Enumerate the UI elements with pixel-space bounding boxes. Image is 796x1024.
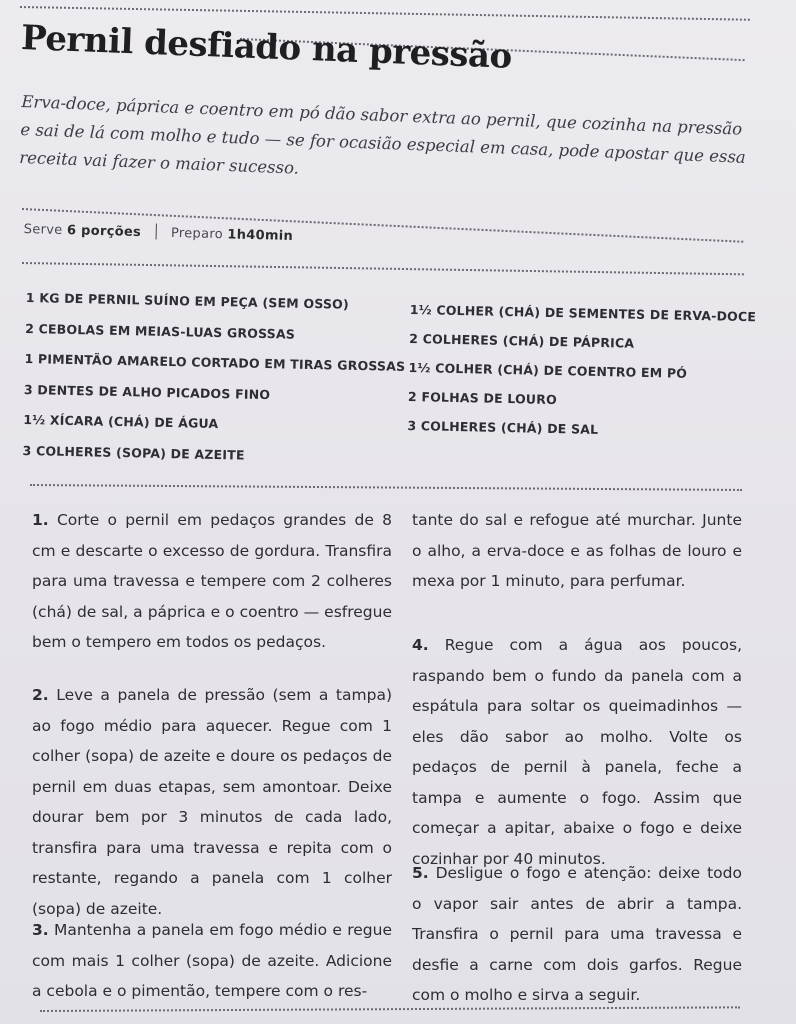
step-text: Regue com a água aos poucos, raspando bem o fundo da panela com a espátula para soltar os queimadinhos — eles dão sabor ao molho. Volte os pedaços de pernil à panela, feche a tampa e aumente o fogo. Assim que começar a apitar, abaixe o fogo e deixe cozinhar por 40 minutos. [412, 636, 742, 868]
prep-label: Preparo [170, 225, 224, 243]
step-text: Mantenha a panela em fogo médio e regue com mais 1 colher (sopa) de azeite. Adicione a cebola e o pimentão, tempere com o res- [32, 921, 392, 1000]
step-number: 5. [412, 864, 429, 882]
dotted-rule-top [20, 6, 750, 21]
ingredient-item: 1½ XÍCARA (CHÁ) DE ÁGUA [23, 411, 219, 432]
ingredient-item: 2 COLHERES (CHÁ) DE PÁPRICA [409, 330, 635, 351]
step-number: 2. [32, 686, 49, 704]
meta-divider [155, 223, 156, 239]
step-3 [32, 915, 392, 1007]
ingredient-item: 1 KG DE PERNIL SUÍNO EM PEÇA (SEM OSSO) [25, 290, 350, 312]
dotted-rule-ingredients [30, 484, 742, 491]
step-4 [412, 630, 742, 874]
recipe-meta [24, 220, 294, 244]
step-3-continued [412, 505, 742, 597]
ingredient-item: 1½ COLHER (CHÁ) DE COENTRO EM PÓ [408, 359, 688, 381]
serves-value: 6 porções [66, 223, 142, 241]
ingredient-item: 3 COLHERES (CHÁ) DE SAL [407, 417, 599, 437]
step-number: 1. [32, 511, 49, 529]
ingredient-item: 2 CEBOLAS EM MEIAS-LUAS GROSSAS [25, 320, 296, 342]
ingredient-item: 3 DENTES DE ALHO PICADOS FINO [23, 381, 271, 402]
ingredient-item: 1½ COLHER (CHÁ) DE SEMENTES DE ERVA-DOCE [409, 302, 757, 325]
ingredient-item: 1 PIMENTÃO AMARELO CORTADO EM TIRAS GROSSAS [24, 350, 406, 374]
step-number: 4. [412, 636, 429, 654]
step-text: Leve a panela de pressão (sem a tampa) ao fogo médio para aquecer. Regue com 1 colher (sopa) de azeite e doure os pedaços de pernil em duas etapas, sem amontoar. Deixe dourar bem por 3 minutos de cada lado, transfira para uma travessa e repita com o restante, regando a panela com 1 colher (sopa) de azeite. [32, 686, 392, 918]
step-5 [412, 858, 742, 1011]
ingredient-item: 3 COLHERES (SOPA) DE AZEITE [22, 442, 245, 463]
dotted-rule-meta [22, 262, 744, 275]
ingredients-right [407, 302, 756, 454]
step-text: Corte o pernil em pedaços grandes de 8 cm e descarte o excesso de gordura. Transfira para uma travessa e tempere com 2 colheres (chá) de sal, a páprica e o coentro — esfregue bem o tempero em todos os pedaços. [32, 511, 392, 651]
step-2 [32, 680, 392, 924]
recipe-intro: Erva-doce, páprica e coentro em pó dão sabor extra ao pernil, que cozinha na pressão e sai de lá com molho e tudo — se for ocasião especial em casa, pode apostar que essa receita vai fazer o maior sucesso. [18, 91, 747, 178]
ingredients-left [22, 290, 407, 481]
prep-value: 1h40min [227, 227, 294, 245]
step-number: 3. [32, 921, 49, 939]
step-1 [32, 505, 392, 658]
ingredient-item: 2 FOLHAS DE LOURO [407, 388, 558, 408]
serves-label: Serve [23, 221, 63, 239]
step-text: Desligue o fogo e atenção: deixe todo o vapor sair antes de abrir a tampa. Transfira o pernil para uma travessa e desfie a carne com dois garfos. Regue com o molho e sirva a seguir. [412, 864, 742, 1004]
recipe-title: Pernil desfiado na pressão [20, 18, 513, 77]
step-text: tante do sal e refogue até murchar. Junte o alho, a erva-doce e as folhas de louro e mexa por 1 minuto, para perfumar. [412, 511, 742, 590]
